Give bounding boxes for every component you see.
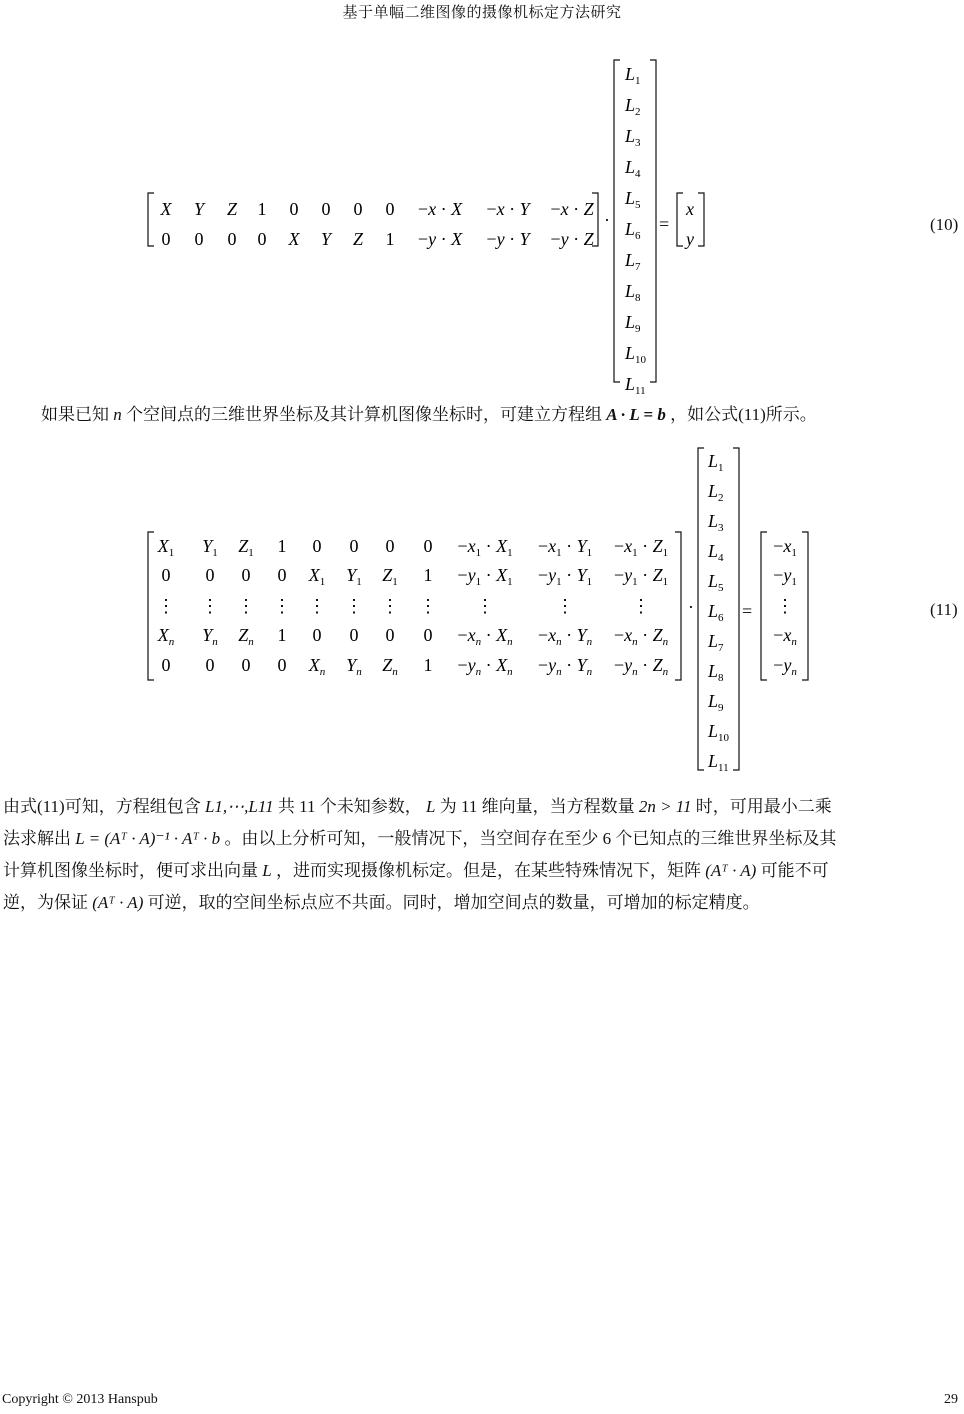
eq11-matrix-cell: $X_1$: [308, 565, 326, 588]
eq11-matrix-cell: $Z_1$: [382, 565, 398, 588]
eq10-matrix-cell: 0: [289, 199, 299, 219]
eq11-matrix-cell: $Y_n$: [202, 625, 218, 648]
eq10-coefficient-matrix: [148, 193, 598, 249]
equation-11: [0, 440, 964, 780]
eq11-dot-operator: ·: [688, 597, 694, 617]
eq11-matrix-cell: 0: [312, 536, 322, 556]
eq10-l-entry: $L_5$: [625, 188, 641, 211]
eq10-matrix-cell: 0: [194, 229, 204, 249]
eq11-matrix-cell: 0: [349, 536, 359, 556]
eq11-matrix-cell: $-x_n \cdot Z_n$: [613, 625, 669, 648]
eq10-l-entry: $L_6$: [625, 219, 641, 242]
eq10-l-entry: $L_7$: [625, 250, 641, 273]
math-2n-gt-11: 2n > 11: [638, 797, 692, 816]
eq10-matrix-cell: −x · Z: [550, 199, 594, 219]
eq10-matrix-cell: 1: [257, 199, 267, 219]
text-fragment: 时，可用最小二乘: [695, 797, 832, 816]
math-eq-AL-b: A · L = b: [606, 405, 666, 424]
eq10-l-entry: $L_2$: [625, 95, 641, 118]
eq11-matrix-cell: 0: [385, 536, 395, 556]
eq11-matrix-cell: ⋮: [419, 596, 437, 616]
eq10-matrix-cell: 0: [257, 229, 267, 249]
eq11-matrix-cell: 0: [205, 565, 215, 585]
eq10-matrix-cell: 0: [353, 199, 363, 219]
matrix-bracket: [698, 448, 704, 770]
eq10-matrix-cell: Z: [352, 229, 364, 249]
paragraph-line-2: [3, 823, 836, 855]
eq11-matrix-cell: 0: [205, 655, 215, 675]
eq11-equals-sign: =: [742, 601, 753, 621]
eq11-matrix-cell: $-y_1 \cdot X_1$: [457, 565, 513, 588]
text-fragment: 由式(11)可知，方程组包含: [3, 797, 201, 816]
eq11-matrix-cell: ⋮: [381, 596, 399, 616]
eq11-matrix-cell: 0: [312, 625, 322, 645]
eq11-matrix-cell: $-x_1 \cdot Z_1$: [613, 536, 669, 559]
matrix-bracket: [650, 60, 656, 382]
eq11-matrix-cell: $-y_1 \cdot Y_1$: [537, 565, 593, 588]
eq11-matrix-cell: 1: [277, 625, 287, 645]
eq11-matrix-cell: $Y_n$: [346, 655, 362, 678]
text-fragment: 。由以上分析可知，一般情况下，当空间存在至少 6 个已知点的三维世界坐标及其: [224, 829, 837, 848]
eq11-matrix-cell: $Z_n$: [238, 625, 254, 648]
eq11-l-entry: $L_4$: [708, 541, 724, 564]
eq11-matrix-cell: $Y_1$: [346, 565, 362, 588]
eq11-matrix-cell: ⋮: [345, 596, 363, 616]
matrix-bracket: [677, 193, 683, 246]
eq11-matrix-cell: $Z_1$: [238, 536, 254, 559]
text-fragment: 计算机图像坐标时，便可求出向量: [3, 861, 258, 880]
paragraph-line-3: [3, 855, 829, 887]
eq10-rhs-vector: [677, 193, 704, 249]
eq11-matrix-cell: $-x_1 \cdot Y_1$: [537, 536, 593, 559]
eq11-rhs-entry: $-y_1$: [773, 565, 797, 588]
eq11-matrix-cell: ⋮: [308, 596, 326, 616]
text-fragment: 个空间点的三维世界坐标及其计算机图像坐标时，可建立方程组: [126, 405, 602, 424]
text-fragment: 法求解出: [3, 829, 71, 848]
text-fragment: 为 11 维向量，当方程数量: [439, 797, 635, 816]
eq10-matrix-cell: −y · X: [417, 229, 463, 249]
eq11-matrix-cell: 0: [161, 655, 171, 675]
math-least-squares-solution: L = (Aᵀ · A)⁻¹ · Aᵀ · b: [75, 829, 221, 848]
footer-page-number: 29: [944, 1392, 958, 1407]
eq10-matrix-cell: −y · Z: [550, 229, 594, 249]
eq11-matrix-cell: 0: [277, 565, 287, 585]
eq11-matrix-cell: $X_n$: [157, 625, 175, 648]
math-L: L: [425, 797, 436, 816]
eq11-matrix-cell: 1: [277, 536, 287, 556]
matrix-bracket: [675, 532, 681, 680]
footer-copyright: Copyright © 2013 Hanspub: [2, 1392, 158, 1407]
eq11-matrix-cell: $-y_1 \cdot Z_1$: [613, 565, 669, 588]
eq11-matrix-cell: 0: [349, 625, 359, 645]
eq10-matrix-cell: 0: [385, 199, 395, 219]
eq11-matrix-cell: ⋮: [273, 596, 291, 616]
eq11-matrix-cell: $-y_n \cdot Z_n$: [613, 655, 669, 678]
eq11-l-entry: $L_6$: [708, 601, 724, 624]
paragraph-line-1: [3, 791, 832, 823]
eq10-l-entry: $L_3$: [625, 126, 641, 149]
eq10-matrix-cell: 0: [321, 199, 331, 219]
eq10-matrix-cell: Z: [226, 199, 238, 219]
eq11-coefficient-matrix: [148, 532, 681, 680]
running-header: 基于单幅二维图像的摄像机标定方法研究: [342, 5, 622, 21]
eq10-matrix-cell: 0: [161, 229, 171, 249]
eq11-matrix-cell: $-x_n \cdot Y_n$: [537, 625, 593, 648]
eq11-matrix-cell: ⋮: [476, 596, 494, 616]
eq11-matrix-cell: ⋮: [237, 596, 255, 616]
eq10-matrix-cell: Y: [193, 199, 205, 219]
eq10-l-vector: [614, 60, 656, 397]
eq10-matrix-cell: X: [160, 199, 172, 219]
eq10-rhs-entry: x: [686, 199, 694, 219]
text-fragment: 共 11 个未知参数，: [277, 797, 422, 816]
eq10-dot-operator: ·: [604, 210, 610, 230]
math-AT-A: (Aᵀ · A): [705, 861, 757, 880]
eq11-matrix-cell: 0: [423, 625, 433, 645]
eq11-number: (11): [930, 600, 958, 619]
eq11-l-entry: $L_3$: [708, 511, 724, 534]
eq11-rhs-entry: $-y_n$: [773, 655, 797, 678]
eq11-matrix-cell: 0: [277, 655, 287, 675]
eq11-l-entry: $L_{10}$: [708, 721, 730, 744]
eq11-matrix-cell: ⋮: [632, 596, 650, 616]
matrix-bracket: [148, 193, 154, 246]
eq11-matrix-cell: 0: [241, 565, 251, 585]
eq10-matrix-cell: −x · Y: [486, 199, 530, 219]
text-fragment: 逆，为保证: [3, 893, 88, 912]
eq11-matrix-cell: 0: [423, 536, 433, 556]
eq11-matrix-cell: ⋮: [201, 596, 219, 616]
math-L: L: [262, 861, 272, 880]
eq11-l-entry: $L_7$: [708, 631, 724, 654]
eq11-matrix-cell: $-x_1 \cdot X_1$: [457, 536, 513, 559]
matrix-bracket: [148, 532, 154, 680]
eq10-matrix-cell: −y · Y: [486, 229, 530, 249]
eq11-l-entry: $L_5$: [708, 571, 724, 594]
eq10-matrix-cell: Y: [320, 229, 332, 249]
eq10-l-entry: $L_1$: [625, 64, 641, 87]
math-L1-L11: L1,⋯,L11: [204, 797, 274, 816]
eq11-rhs-vector: [761, 532, 808, 680]
eq11-matrix-cell: $-y_n \cdot Y_n$: [537, 655, 593, 678]
eq11-matrix-cell: $X_n$: [308, 655, 326, 678]
eq11-rhs-entry: $-x_1$: [773, 536, 797, 559]
intro-line-eq11: [41, 399, 817, 431]
eq11-l-entry: $L_8$: [708, 661, 724, 684]
eq11-matrix-cell: 1: [423, 565, 433, 585]
eq11-l-vector: [698, 448, 739, 774]
eq11-matrix-cell: 0: [161, 565, 171, 585]
equation-10: [0, 50, 964, 397]
eq10-matrix-cell: 0: [227, 229, 237, 249]
text-fragment: 如果已知: [41, 405, 109, 424]
eq11-l-entry: $L_2$: [708, 481, 724, 504]
eq11-matrix-cell: $X_1$: [157, 536, 175, 559]
eq11-l-entry: $L_1$: [708, 451, 724, 474]
text-fragment: ，如公式(11)所示。: [670, 405, 817, 424]
eq11-l-entry: $L_9$: [708, 691, 724, 714]
eq10-number: (10): [930, 215, 959, 234]
matrix-bracket: [698, 193, 704, 246]
eq10-l-entry: $L_{10}$: [625, 343, 647, 366]
eq11-matrix-cell: 1: [423, 655, 433, 675]
eq10-l-entry: $L_{11}$: [625, 374, 646, 397]
eq10-matrix-cell: 1: [385, 229, 395, 249]
matrix-bracket: [761, 532, 767, 680]
eq11-matrix-cell: $Z_n$: [382, 655, 398, 678]
matrix-bracket: [802, 532, 808, 680]
eq11-matrix-cell: ⋮: [157, 596, 175, 616]
eq10-matrix-cell: −x · X: [417, 199, 463, 219]
eq11-matrix-cell: $-y_n \cdot X_n$: [457, 655, 513, 678]
eq11-matrix-cell: 0: [385, 625, 395, 645]
eq10-matrix-cell: X: [288, 229, 300, 249]
matrix-bracket: [614, 60, 620, 382]
matrix-bracket: [733, 448, 739, 770]
text-fragment: 可逆，取的空间坐标点应不共面。同时，增加空间点的数量，可增加的标定精度。: [147, 893, 760, 912]
text-fragment: ，进而实现摄像机标定。但是，在某些特殊情况下，矩阵: [275, 861, 701, 880]
eq11-matrix-cell: $-x_n \cdot X_n$: [457, 625, 513, 648]
eq10-l-entry: $L_4$: [625, 157, 641, 180]
eq11-matrix-cell: $Y_1$: [202, 536, 218, 559]
paragraph-line-4: [3, 887, 760, 919]
eq10-l-entry: $L_8$: [625, 281, 641, 304]
var-n: n: [113, 405, 122, 424]
eq10-rhs-entry: y: [686, 229, 694, 249]
eq10-equals-sign: =: [659, 214, 670, 234]
eq10-l-entry: $L_9$: [625, 312, 641, 335]
eq11-rhs-entry: $-x_n$: [773, 625, 797, 648]
text-fragment: 可能不可: [760, 861, 829, 880]
math-AT-A: (Aᵀ · A): [92, 893, 144, 912]
eq11-matrix-cell: ⋮: [556, 596, 574, 616]
eq11-l-entry: $L_{11}$: [708, 751, 729, 774]
eq11-rhs-entry: ⋮: [776, 596, 794, 616]
eq11-matrix-cell: 0: [241, 655, 251, 675]
